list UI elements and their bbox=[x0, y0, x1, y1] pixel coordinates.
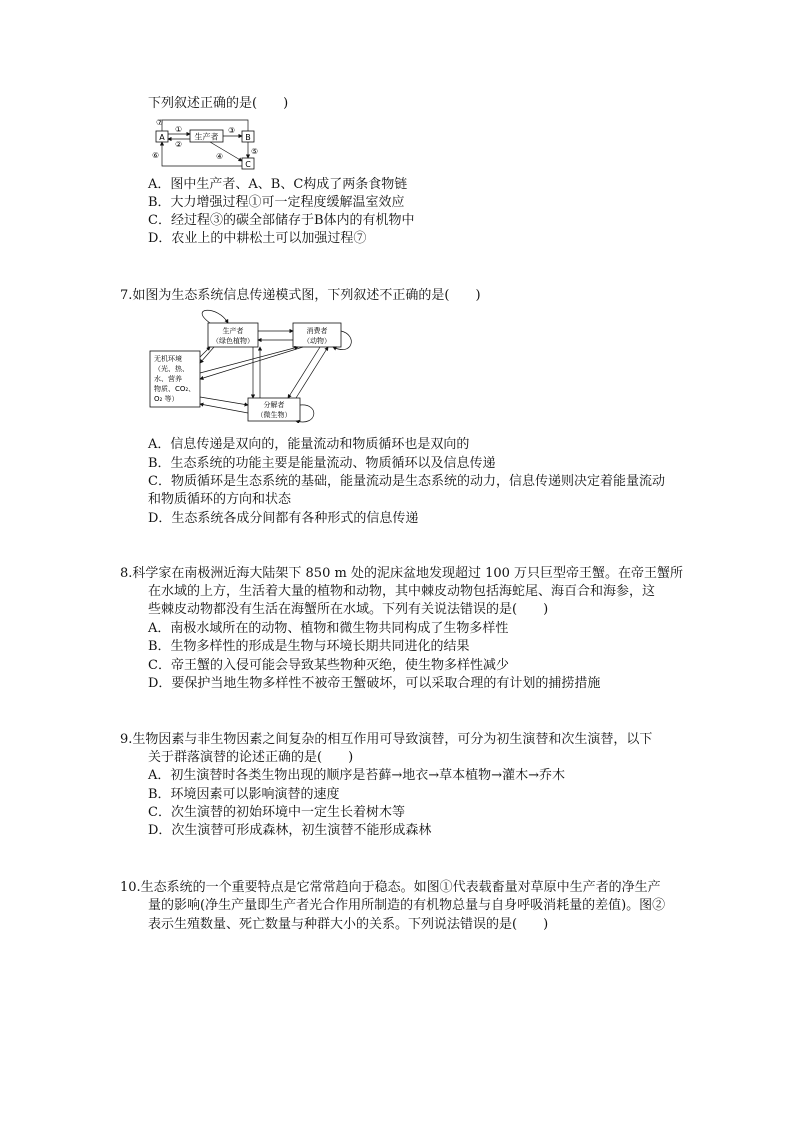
q8-stem-line-3: 些棘皮动物都没有生活在海蟹所在水域。下列有关说法错误的是( ) bbox=[148, 602, 549, 617]
env-line-4: 物质、CO₂、 bbox=[154, 385, 196, 393]
q10-stem-line-2: 量的影响(净生产量即生产者光合作用所制造的有机物总量与自身呼吸消耗量的差值)。图② bbox=[148, 898, 666, 913]
env-line-2: （光、热、 bbox=[154, 365, 189, 373]
label-2: ② bbox=[175, 140, 183, 149]
q8-option-a: A．南极水域所在的动物、植物和微生物共同构成了生物多样性 bbox=[148, 621, 509, 636]
env-line-5: O₂ 等） bbox=[154, 395, 179, 403]
label-7: ⑦ bbox=[156, 118, 164, 127]
consumer-sub: （动物） bbox=[303, 337, 331, 345]
q6-option-b: B．大力增强过程①可一定程度缓解温室效应 bbox=[148, 195, 405, 210]
node-producer-label: 生产者 bbox=[194, 132, 219, 142]
consumer-label: 消费者 bbox=[306, 327, 328, 335]
node-c-label: C bbox=[245, 160, 251, 169]
node-b-label: B bbox=[245, 133, 251, 142]
q8-option-b: B．生物多样性的形成是生物与环境长期共同进化的结果 bbox=[148, 639, 470, 654]
q7-stem: 7.如图为生态系统信息传递模式图，下列叙述不正确的是( ) bbox=[120, 288, 481, 303]
arrow-d-c bbox=[296, 347, 328, 398]
q6-option-d: D．农业上的中耕松土可以加强过程⑦ bbox=[148, 231, 367, 246]
q6-option-c: C．经过程③的碳全部储存于B体内的有机物中 bbox=[148, 213, 415, 228]
q7-option-c-cont: 和物质循环的方向和状态 bbox=[148, 492, 292, 507]
q9-option-d: D．次生演替可形成森林，初生演替不能形成森林 bbox=[148, 823, 432, 838]
q9-option-b: B．环境因素可以影响演替的速度 bbox=[148, 787, 340, 802]
arrow-e-d bbox=[200, 397, 248, 405]
loop-decomposer bbox=[296, 405, 314, 422]
label-3: ③ bbox=[228, 126, 236, 135]
q10-stem-line-3: 表示生殖数量、死亡数量与种群大小的关系。下列说法错误的是( ) bbox=[148, 917, 549, 932]
q9-option-a: A．初生演替时各类生物出现的顺序是苔藓→地衣→草本植物→灌木→乔木 bbox=[148, 768, 565, 783]
q10-stem-line-1: 10.生态系统的一个重要特点是它常常趋向于稳态。如图①代表载畜量对草原中生产者的净生产 bbox=[120, 880, 661, 895]
label-4: ④ bbox=[216, 152, 224, 161]
arrow-c-e bbox=[200, 347, 303, 379]
decomposer-sub: （微生物） bbox=[256, 411, 292, 419]
arrow-e-p bbox=[200, 347, 210, 357]
q6-option-a: A．图中生产者、A、B、C构成了两条食物链 bbox=[148, 177, 408, 192]
env-line-1: 无机环境 bbox=[154, 355, 182, 363]
producer-sub: （绿色植物） bbox=[212, 337, 254, 345]
label-6: ⑥ bbox=[152, 151, 160, 160]
q9-stem-line-1: 9.生物因素与非生物因素之间复杂的相互作用可导致演替，可分为初生演替和次生演替，以下 bbox=[120, 732, 653, 747]
q8-option-c: C．帝王蟹的入侵可能会导致某些物种灭绝，使生物多样性减少 bbox=[148, 658, 509, 673]
label-5: ⑤ bbox=[251, 147, 259, 156]
q9-stem-line-2: 关于群落演替的论述正确的是( ) bbox=[148, 750, 354, 765]
q8-option-d: D．要保护当地生物多样性不被帝王蟹破坏，可以采取合理的有计划的捕捞措施 bbox=[148, 676, 601, 691]
loop-producer bbox=[202, 310, 228, 323]
decomposer-label: 分解者 bbox=[263, 401, 285, 409]
q8-stem-line-2: 在水域的上方，生活着大量的植物和动物，其中棘皮动物包括海蛇尾、海百合和海参，这 bbox=[148, 584, 656, 599]
producer-label: 生产者 bbox=[222, 327, 244, 335]
q7-option-a: A．信息传递是双向的，能量流动和物质循环也是双向的 bbox=[148, 437, 470, 452]
node-a-label: A bbox=[159, 133, 165, 142]
q9-option-c: C．次生演替的初始环境中一定生长着树木等 bbox=[148, 805, 405, 820]
q8-stem-line-1: 8.科学家在南极洲近海大陆架下 850 m 处的泥床盆地发现超过 100 万只巨型帝王蟹。在帝王蟹所 bbox=[120, 566, 684, 581]
q7-option-d: D．生态系统各成分间都有各种形式的信息传递 bbox=[148, 511, 419, 526]
arrow-d-e bbox=[200, 404, 248, 413]
arrow-c-d bbox=[288, 347, 320, 398]
q6-stem: 下列叙述正确的是( ) bbox=[148, 96, 289, 111]
arrow-4 bbox=[210, 142, 242, 161]
q7-option-b: B．生态系统的功能主要是能量流动、物质循环以及信息传递 bbox=[148, 456, 496, 471]
env-line-3: 水、营养 bbox=[154, 375, 182, 383]
label-1: ① bbox=[175, 125, 183, 134]
carbon-cycle-diagram bbox=[150, 114, 265, 172]
q7-option-c: C．物质循环是生态系统的基础，能量流动是生态系统的动力，信息传递则决定着能量流动 bbox=[148, 474, 665, 489]
info-transfer-diagram bbox=[148, 305, 358, 423]
arrow-e-c bbox=[200, 347, 298, 373]
